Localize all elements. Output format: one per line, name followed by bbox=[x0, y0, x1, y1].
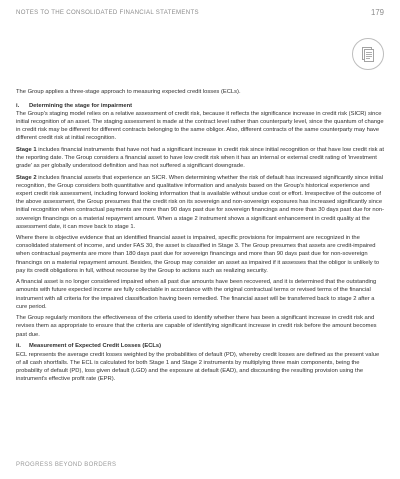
page-number: 179 bbox=[370, 8, 384, 17]
section-number: i. bbox=[16, 102, 20, 109]
cure-paragraph: A financial asset is no longer considered impaired when all past due amounts have been recovered, and it is determined that the outstanding amounts with future expected income are fully collectable in accordance with the original contractual terms or revised terms of the financial instrument with all criteria for the impaired classification having been remedied. The financial asset will be transferred back to stage 2 after a cure period. bbox=[16, 279, 377, 310]
section-heading-ecl bbox=[16, 342, 385, 350]
stage1-text: includes financial instruments that have not had a significant increase in credit risk since initial recognition or that have low credit risk at the reporting date. The Group considers a financial asset to have low credit risk when it has an internal or external credit rating of 'investment grade' as per globally understood definition and has not suffered a significant downgrade. bbox=[16, 147, 384, 170]
main-content bbox=[16, 88, 385, 387]
stage1-label: Stage 1 bbox=[16, 147, 37, 154]
section-heading-stage bbox=[16, 102, 385, 110]
document-icon[interactable] bbox=[352, 38, 384, 70]
page-footer: PROGRESS BEYOND BORDERS bbox=[16, 462, 117, 468]
stage3-paragraph: Where there is objective evidence that an identified financial asset is impaired, specific provisions for impairment are recognized in the consolidated statement of income, and under FAS 30, the asset is classified in Stage 3. The Group presumes that assets are credit-impaired when contractual payments are more than 180 days past due for sovereign financings and more than 90 days past due for non-sovereign financings on a material repayment amount. Besides, the Group may consider an asset as impaired if it assesses that the obligor is unlikely to pay its credit obligations in full, without recourse by the Group to actions such as realizing security. bbox=[16, 235, 380, 274]
ecl-paragraph: ECL represents the average credit losses weighted by the probabilities of default (PD), whereby credit losses are defined as the present value of all cash shortfalls. The ECL is calculated for both Stage 1 and Stage 2 instruments by multiplying three main components, being the probability of default (PD), loss given default (LGD) and the exposure at default (EAD), and discounting the resulting provision using the instrument's effective profit rate (EPR). bbox=[16, 351, 380, 383]
stage2-label: Stage 2 bbox=[16, 175, 37, 182]
section-title-ecl: Measurement of Expected Credit Losses (ECLs) bbox=[29, 343, 162, 350]
stage2-paragraph bbox=[16, 174, 385, 231]
intro-paragraph: The Group applies a three-stage approach to measuring expected credit losses (ECLs). bbox=[16, 89, 241, 95]
monitoring-paragraph: The Group regularly monitors the effectiveness of the criteria used to identify whether there has been a significant increase in credit risk and revises them as appropriate to ensure that the criteria are capable of identifying significant increase in credit risk before the amount becomes past due. bbox=[16, 315, 377, 338]
section-title: NOTES TO THE CONSOLIDATED FINANCIAL STATEMENTS bbox=[16, 9, 199, 16]
page-header bbox=[16, 9, 384, 21]
stage1-paragraph bbox=[16, 146, 385, 170]
section-title-stage: Determining the stage for impairment bbox=[29, 102, 133, 109]
section-number: ii. bbox=[16, 343, 21, 350]
staging-paragraph: The Group's staging model relies on a relative assessment of credit risk, because it reflects the significance increase in credit risk (SICR) since initial recognition of an asset. The staging assessment is made at the contract level rather than counterparty level, since the quantum of change in credit risk may be different for different contracts belonging to the same obligor. Also, different contracts of the same counterparty may have different credit risk at initial recognition. bbox=[16, 111, 384, 142]
stage2-text: includes financial assets that experience an SICR. When determining whether the risk of default has increased significantly since initial recognition, the Group considers both quantitative and qualitative information and analysis based on the Group's historical experience and expert credit risk assessment, including forward looking information that is available without undue cost or effort. Irrespective of the outcome of the above assessment, the Group presumes that the credit risk on its sovereign and non-sovereign exposures has increased significantly since initial recognition when contractual payments are more than 90 days past due for sovereign financings and more than 30 days past due for non-sovereign financings on a material repayment amount. When a stage 2 instrument shows a significant enhancement in credit quality at the assessment date, it can move back to stage 1. bbox=[16, 175, 385, 230]
